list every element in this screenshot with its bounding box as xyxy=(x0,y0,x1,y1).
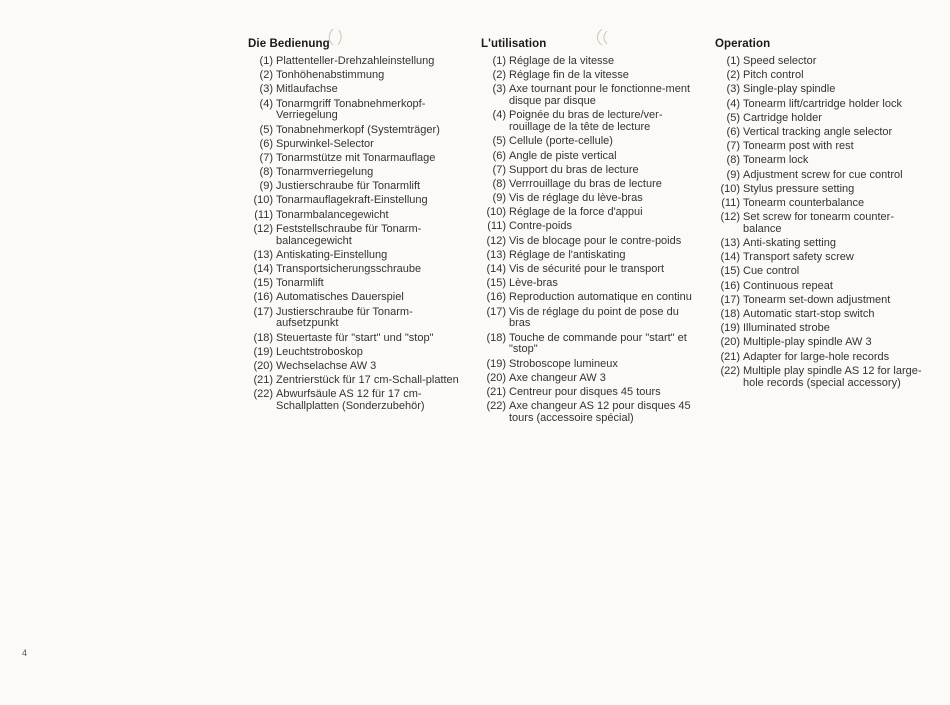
item-label: Réglage de la force d'appui xyxy=(509,206,643,219)
item-label: Set screw for tonearm counter-balance xyxy=(743,211,895,235)
list-item xyxy=(481,278,701,290)
item-label: Speed selector xyxy=(743,55,817,67)
item-label: Tonarmlift xyxy=(276,277,324,290)
item-number: (9) xyxy=(259,180,273,193)
column-french xyxy=(481,38,701,427)
item-number: (11) xyxy=(487,220,506,233)
list-item xyxy=(715,113,930,125)
item-label: Leuchtstroboskop xyxy=(276,345,363,358)
item-number: (2) xyxy=(259,69,273,82)
list-item xyxy=(248,292,473,304)
parts-list xyxy=(481,56,701,425)
list-item xyxy=(715,170,930,182)
item-number: (19) xyxy=(253,345,273,358)
list-item xyxy=(481,165,701,177)
item-label: Contre-poids xyxy=(509,220,572,233)
list-item xyxy=(715,352,930,364)
list-item xyxy=(481,70,701,82)
list-item xyxy=(248,195,473,207)
item-number: (10) xyxy=(486,206,506,219)
list-item xyxy=(715,295,930,307)
item-number: (11) xyxy=(254,208,273,221)
item-number: (16) xyxy=(486,291,506,304)
item-number: (7) xyxy=(726,140,740,153)
item-label: Stylus pressure setting xyxy=(743,182,855,195)
item-label: Cartridge holder xyxy=(743,111,822,124)
item-number: (12) xyxy=(720,211,740,224)
item-number: (14) xyxy=(720,251,740,264)
item-number: (21) xyxy=(253,374,273,387)
column-title: L'utilisation xyxy=(481,38,547,50)
item-number: (6) xyxy=(259,137,273,150)
item-label: Vis de sécurité pour le transport xyxy=(509,263,665,276)
item-label: Adjustment screw for cue control xyxy=(743,168,903,181)
item-label: Axe tournant pour le fonctionne-ment disque par disque xyxy=(509,83,691,108)
list-item xyxy=(715,141,930,153)
item-number: (21) xyxy=(720,350,740,363)
list-item xyxy=(248,167,473,179)
item-number: (4) xyxy=(726,97,740,110)
list-item xyxy=(715,238,930,250)
list-item xyxy=(248,99,473,123)
item-label: Mitlaufachse xyxy=(276,83,338,96)
item-number: (16) xyxy=(253,291,273,304)
item-label: Single-play spindle xyxy=(743,83,836,96)
item-number: (22) xyxy=(486,400,506,413)
item-label: Poignée du bras de lecture/ver-rouillage de la tête de lecture xyxy=(509,109,663,134)
list-item xyxy=(481,56,701,68)
item-number: (4) xyxy=(492,109,506,122)
page-number: 4 xyxy=(22,648,28,658)
list-item xyxy=(715,198,930,210)
item-number: (1) xyxy=(492,55,506,67)
item-label: Support du bras de lecture xyxy=(509,163,639,176)
item-label: Transportsicherungsschraube xyxy=(276,263,422,276)
column-english xyxy=(715,38,930,392)
item-label: Touche de commande pour "start" et "stop" xyxy=(509,331,687,356)
list-item xyxy=(715,127,930,139)
item-label: Vis de réglage du point de pose du bras xyxy=(509,305,679,330)
item-label: Cue control xyxy=(743,265,800,278)
item-number: (8) xyxy=(726,154,740,167)
item-number: (13) xyxy=(486,248,506,261)
list-item xyxy=(481,221,701,233)
item-label: Pitch control xyxy=(743,69,804,82)
item-label: Abwurfsäule AS 12 für 17 cm-Schallplatten (Sonderzubehör) xyxy=(276,388,425,413)
list-item xyxy=(715,84,930,96)
list-item xyxy=(715,155,930,167)
item-number: (15) xyxy=(253,277,273,290)
list-item xyxy=(715,281,930,293)
item-number: (2) xyxy=(492,69,506,82)
list-item xyxy=(248,139,473,151)
item-label: Tonarmverriegelung xyxy=(276,166,374,179)
list-item xyxy=(248,84,473,96)
column-title: Die Bedienung xyxy=(248,38,330,50)
item-number: (15) xyxy=(486,277,506,290)
list-item xyxy=(248,181,473,193)
item-number: (1) xyxy=(259,55,273,67)
item-number: (5) xyxy=(726,111,740,124)
item-number: (13) xyxy=(253,248,273,261)
item-number: (16) xyxy=(720,279,740,292)
list-item xyxy=(248,125,473,137)
list-item xyxy=(715,70,930,82)
item-number: (3) xyxy=(726,83,740,96)
item-label: Axe changeur AW 3 xyxy=(509,371,606,384)
item-label: Tonearm lock xyxy=(743,154,809,167)
item-number: (5) xyxy=(492,135,506,148)
list-item xyxy=(715,366,930,390)
list-item xyxy=(715,212,930,236)
item-label: Justierschraube für Tonarmlift xyxy=(276,180,421,193)
list-item xyxy=(248,264,473,276)
list-item xyxy=(481,207,701,219)
item-number: (9) xyxy=(726,168,740,181)
item-number: (20) xyxy=(486,371,506,384)
item-label: Réglage de la vitesse xyxy=(509,55,615,67)
list-item xyxy=(481,179,701,191)
item-label: Illuminated strobe xyxy=(743,322,830,335)
item-label: Centreur pour disques 45 tours xyxy=(509,385,661,398)
item-label: Tonearm lift/cartridge holder lock xyxy=(743,97,902,110)
list-item xyxy=(248,347,473,359)
item-number: (17) xyxy=(486,305,506,318)
item-label: Lève-bras xyxy=(509,277,558,290)
item-label: Tonarmauflagekraft-Einstellung xyxy=(276,194,428,207)
item-number: (2) xyxy=(726,69,740,82)
item-number: (18) xyxy=(720,307,740,320)
item-number: (1) xyxy=(726,55,740,67)
list-item xyxy=(481,333,701,357)
item-label: Tonhöhenabstimmung xyxy=(276,69,385,82)
item-label: Reproduction automatique en continu xyxy=(509,291,692,304)
item-number: (22) xyxy=(720,364,740,377)
list-item xyxy=(481,401,701,425)
item-label: Tonearm set-down adjustment xyxy=(743,293,891,306)
item-label: Axe changeur AS 12 pour disques 45 tours (accessoire spécial) xyxy=(509,400,691,424)
list-item xyxy=(715,99,930,111)
list-item xyxy=(715,252,930,264)
item-label: Réglage fin de la vitesse xyxy=(509,69,629,82)
item-number: (12) xyxy=(253,222,273,235)
item-number: (14) xyxy=(253,263,273,276)
item-number: (8) xyxy=(492,177,506,190)
item-number: (13) xyxy=(720,237,740,250)
item-number: (6) xyxy=(726,125,740,138)
item-label: Wechselachse AW 3 xyxy=(276,359,377,372)
list-item xyxy=(481,307,701,331)
item-number: (15) xyxy=(720,265,740,278)
list-item xyxy=(715,266,930,278)
list-item xyxy=(248,333,473,345)
item-number: (18) xyxy=(253,331,273,344)
list-item xyxy=(248,56,473,68)
list-item xyxy=(481,84,701,108)
item-number: (8) xyxy=(259,166,273,179)
list-item xyxy=(715,323,930,335)
list-item xyxy=(481,193,701,205)
list-item xyxy=(248,224,473,248)
item-label: Cellule (porte-cellule) xyxy=(509,135,613,148)
list-item xyxy=(248,375,473,387)
item-number: (10) xyxy=(253,194,273,207)
item-number: (11) xyxy=(721,196,740,209)
item-label: Anti-skating setting xyxy=(743,237,836,250)
column-german xyxy=(248,38,473,415)
item-number: (7) xyxy=(492,163,506,176)
item-number: (3) xyxy=(492,83,506,96)
item-label: Vis de blocage pour le contre-poids xyxy=(509,234,682,247)
list-item xyxy=(481,250,701,262)
item-label: Justierschraube für Tonarm-aufsetzpunkt xyxy=(276,305,413,330)
list-item xyxy=(481,136,701,148)
item-number: (10) xyxy=(720,182,740,195)
list-item xyxy=(481,264,701,276)
item-number: (7) xyxy=(259,151,273,164)
list-item xyxy=(481,151,701,163)
item-label: Steuertaste für "start" und "stop" xyxy=(276,331,434,344)
list-item xyxy=(715,337,930,349)
item-label: Zentrierstück für 17 cm-Schall-platten xyxy=(276,374,459,387)
item-label: Feststellschraube für Tonarm-balancegewicht xyxy=(276,222,422,247)
parts-list xyxy=(248,56,473,413)
item-number: (19) xyxy=(486,357,506,370)
item-label: Plattenteller-Drehzahleinstellung xyxy=(276,55,435,67)
item-label: Automatisches Dauerspiel xyxy=(276,291,404,304)
item-label: Continuous repeat xyxy=(743,279,833,292)
item-label: Tonearm post with rest xyxy=(743,140,854,153)
item-number: (19) xyxy=(720,322,740,335)
list-item xyxy=(248,70,473,82)
list-item xyxy=(715,309,930,321)
item-label: Tonearm counterbalance xyxy=(743,196,865,209)
item-label: Multiple-play spindle AW 3 xyxy=(743,336,872,349)
column-title: Operation xyxy=(715,38,771,50)
item-number: (18) xyxy=(486,331,506,344)
list-item xyxy=(248,250,473,262)
item-label: Tonarmbalancegewicht xyxy=(276,208,389,221)
item-number: (14) xyxy=(486,263,506,276)
item-label: Stroboscope lumineux xyxy=(509,357,618,370)
item-label: Tonarmstütze mit Tonarmauflage xyxy=(276,151,436,164)
item-label: Transport safety screw xyxy=(743,251,854,264)
item-number: (3) xyxy=(259,83,273,96)
item-number: (20) xyxy=(720,336,740,349)
list-item xyxy=(481,292,701,304)
item-label: Angle de piste vertical xyxy=(509,149,617,162)
item-number: (9) xyxy=(492,192,506,205)
item-number: (20) xyxy=(253,359,273,372)
item-label: Réglage de l'antiskating xyxy=(509,248,626,261)
list-item xyxy=(481,236,701,248)
item-label: Adapter for large-hole records xyxy=(743,350,890,363)
list-item xyxy=(248,210,473,222)
item-number: (21) xyxy=(486,385,506,398)
item-number: (4) xyxy=(259,97,273,110)
item-label: Vis de réglage du lève-bras xyxy=(509,192,643,205)
item-number: (5) xyxy=(259,123,273,136)
list-item xyxy=(248,278,473,290)
list-item xyxy=(715,184,930,196)
list-item xyxy=(248,389,473,413)
list-item xyxy=(481,110,701,134)
item-label: Spurwinkel-Selector xyxy=(276,137,374,150)
list-item xyxy=(481,373,701,385)
item-label: Multiple play spindle AS 12 for large-hole records (special accessory) xyxy=(743,364,922,389)
item-number: (22) xyxy=(253,388,273,401)
list-item xyxy=(715,56,930,68)
list-item xyxy=(248,361,473,373)
item-label: Verrrouillage du bras de lecture xyxy=(509,177,662,190)
item-number: (17) xyxy=(720,293,740,306)
item-label: Tonarmgriff Tonabnehmerkopf-Verriegelung xyxy=(276,97,426,122)
parts-list xyxy=(715,56,930,389)
list-item xyxy=(481,359,701,371)
item-number: (6) xyxy=(492,149,506,162)
item-label: Tonabnehmerkopf (Systemträger) xyxy=(276,123,440,136)
list-item xyxy=(248,153,473,165)
item-label: Automatic start-stop switch xyxy=(743,307,875,320)
item-number: (17) xyxy=(253,305,273,318)
list-item xyxy=(248,307,473,331)
item-label: Vertical tracking angle selector xyxy=(743,125,893,138)
item-number: (12) xyxy=(486,234,506,247)
item-label: Antiskating-Einstellung xyxy=(276,248,388,261)
list-item xyxy=(481,387,701,399)
